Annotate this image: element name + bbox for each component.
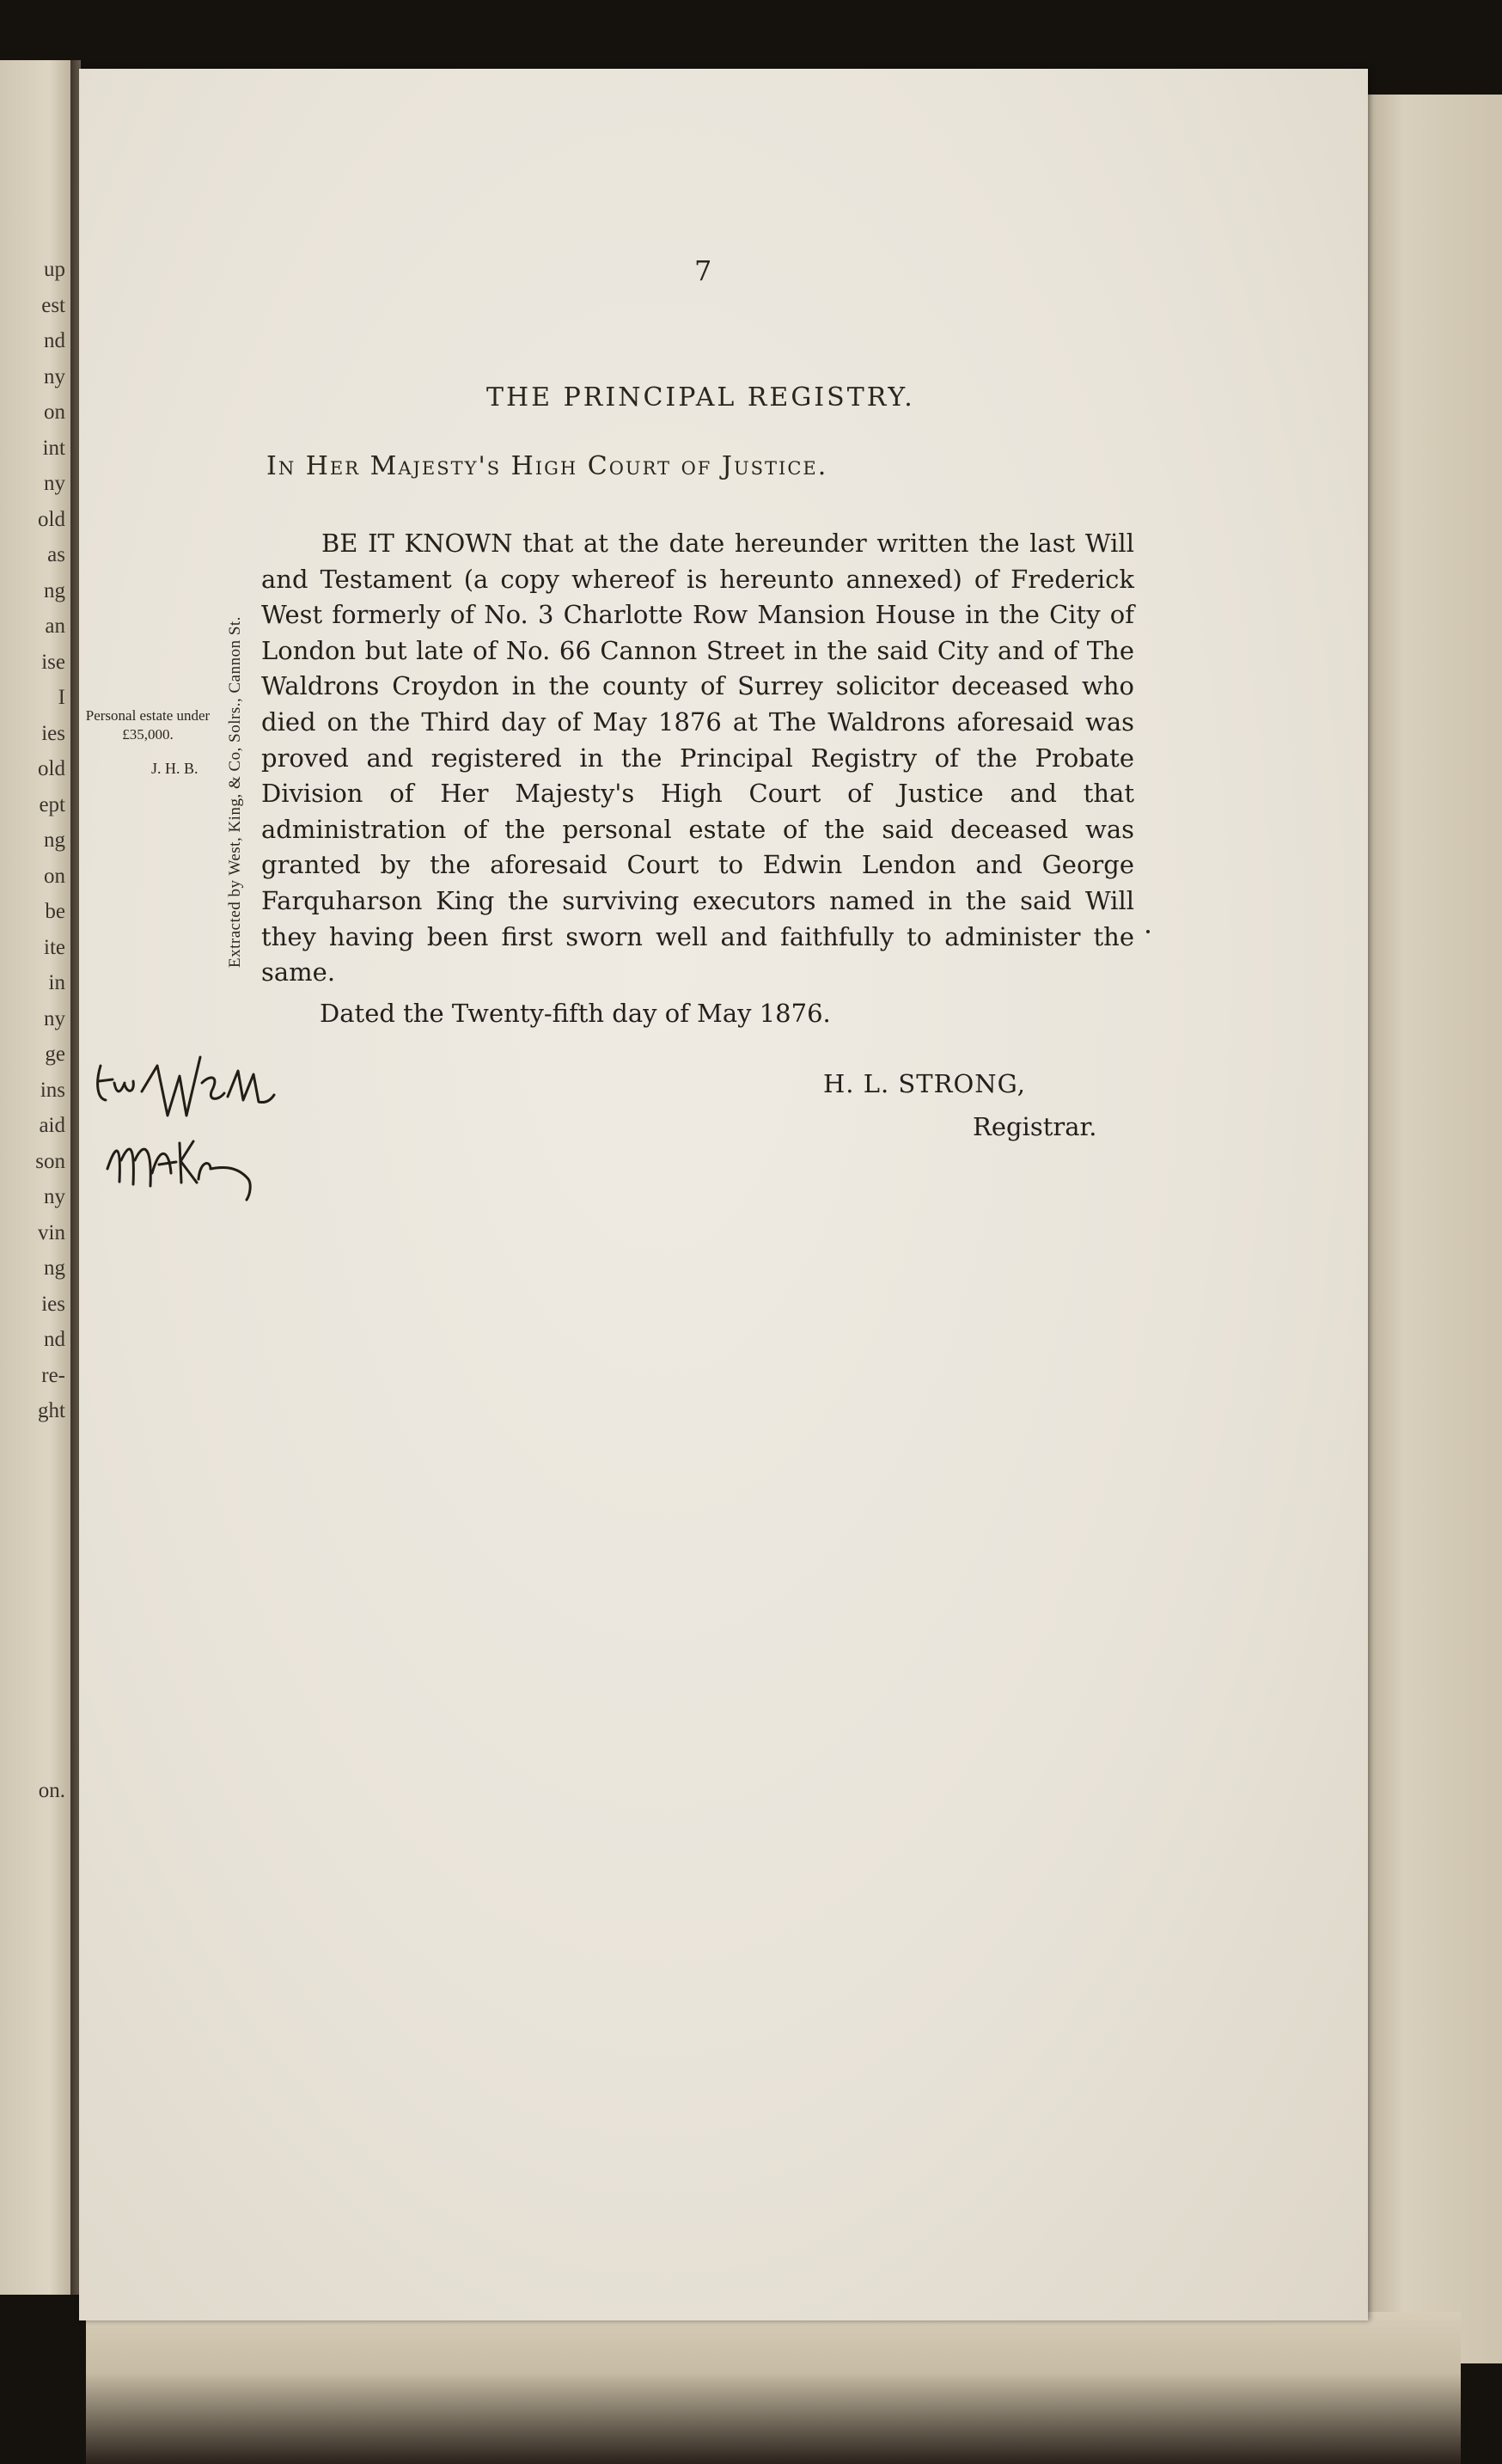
page-stack-bottom: [86, 2312, 1461, 2464]
adjacent-page-word: vin: [38, 1220, 65, 1244]
underlying-page: [1362, 95, 1502, 2363]
adjacent-page-word: ng: [44, 828, 65, 852]
estate-value-note: Personal estate under £35,000.: [85, 707, 211, 743]
adjacent-page-word: re-: [41, 1363, 65, 1387]
adjacent-page-word: ite: [44, 935, 65, 959]
adjacent-page-word: nd: [44, 1328, 65, 1351]
court-line: In Her Majesty's High Court of Justice.: [266, 451, 828, 481]
adjacent-page-edge: [0, 60, 70, 2295]
extracted-by-note: Extracted by West, King, & Co, Solrs., Cannon St.: [226, 616, 244, 968]
adjacent-page-word: son: [35, 1149, 65, 1173]
ink-mark: [1146, 930, 1150, 933]
adjacent-page-word: ies: [41, 721, 65, 745]
adjacent-page-word: be: [45, 900, 65, 923]
adjacent-page-word: I: [58, 686, 65, 709]
adjacent-page-word: ept: [39, 792, 65, 816]
probate-grant-body: BE IT KNOWN that at the date hereunder written the last Will and Testament (a copy whereof is hereunto annexed) of Frederick West formerly of No. 3 Charlotte Row Mansion House in the City of London but late of No. 66 Cannon Street in the said City and of The Waldrons Croydon in the county of Surrey solicitor deceased who died on the Third day of May 1876 at The Waldrons aforesaid was proved and registered in the Principal Registry of the Probate Division of Her Majesty's High Court of Justice and that administration of the personal estate of the said deceased was granted by the aforesaid Court to Edwin Lendon and George Farquharson King the surviving executors named in the said Will they having been first sworn well and faithfully to administer the same.: [261, 529, 1134, 987]
probate-grant-text: [261, 526, 1134, 991]
adjacent-page-word: ies: [41, 1292, 65, 1316]
adjacent-page-word: ght: [38, 1399, 65, 1422]
adjacent-page-word: as: [47, 543, 65, 566]
page-number: 7: [694, 254, 712, 287]
extracted-by-note-wrapper: [220, 521, 251, 968]
registry-heading: THE PRINCIPAL REGISTRY.: [486, 382, 915, 413]
adjacent-page-word: up: [44, 258, 65, 281]
adjacent-page-word: ny: [44, 1185, 65, 1208]
adjacent-page-word: ng: [44, 578, 65, 602]
adjacent-page-word: old: [38, 757, 65, 780]
adjacent-page-word: ins: [40, 1078, 65, 1102]
adjacent-page-word: an: [45, 614, 65, 638]
adjacent-page-word: ng: [44, 1256, 65, 1280]
adjacent-page-word: ny: [44, 1006, 65, 1030]
adjacent-page-word: on.: [38, 1779, 65, 1802]
adjacent-page-word: old: [38, 507, 65, 531]
adjacent-page-word: ge: [45, 1042, 65, 1066]
adjacent-page-word: est: [41, 293, 65, 317]
adjacent-page-word: ny: [44, 472, 65, 495]
adjacent-page-word: ny: [44, 364, 65, 388]
clerk-initials: J. H. B.: [151, 760, 198, 777]
registrar-title: Registrar.: [973, 1112, 1097, 1141]
adjacent-page-word: ise: [41, 650, 65, 674]
handwritten-signature: [90, 1031, 288, 1229]
adjacent-page-word: on: [44, 864, 65, 888]
adjacent-page-word: on: [44, 400, 65, 424]
adjacent-page-word: int: [42, 436, 65, 460]
adjacent-page-word: nd: [44, 329, 65, 352]
registrar-name: H. L. STRONG,: [823, 1069, 1026, 1098]
adjacent-page-word: aid: [39, 1114, 65, 1137]
date-line: Dated the Twenty-fifth day of May 1876.: [320, 999, 831, 1028]
adjacent-page-word: in: [48, 971, 65, 994]
